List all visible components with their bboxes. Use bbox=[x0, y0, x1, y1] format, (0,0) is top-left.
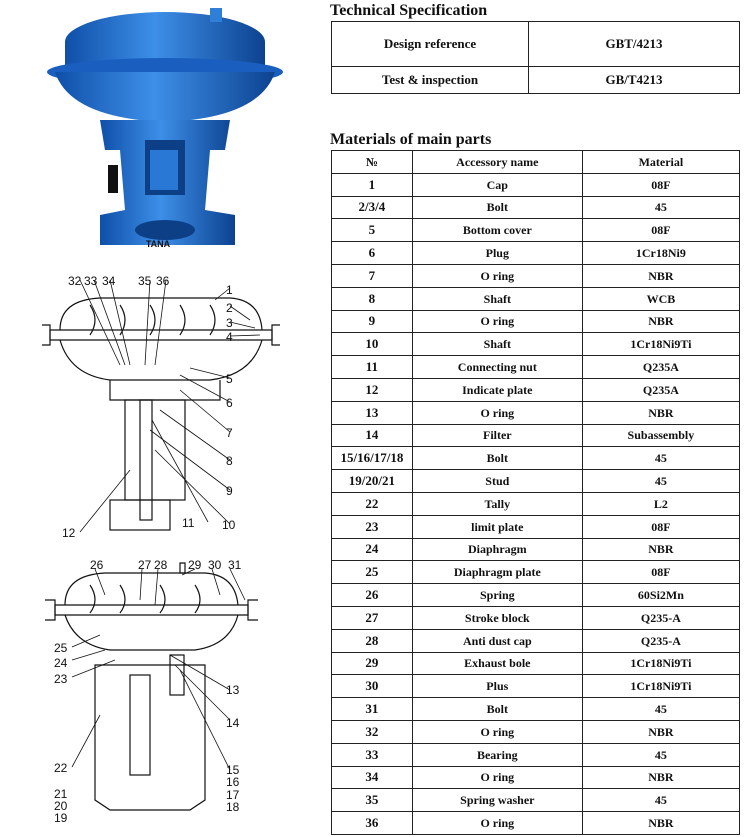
table-row bbox=[332, 356, 740, 379]
part-material: 1Cr18Ni9Ti bbox=[582, 652, 739, 675]
table-row bbox=[332, 196, 740, 219]
part-name: Cap bbox=[412, 173, 582, 196]
part-name: Stud bbox=[412, 470, 582, 493]
part-material: 08F bbox=[582, 515, 739, 538]
table-row bbox=[332, 743, 740, 766]
part-name: O ring bbox=[412, 812, 582, 835]
table-row bbox=[332, 698, 740, 721]
part-name: Shaft bbox=[412, 333, 582, 356]
part-material: Subassembly bbox=[582, 424, 739, 447]
callout-25: 25 bbox=[54, 641, 68, 655]
table-row bbox=[332, 333, 740, 356]
callout-13: 13 bbox=[226, 683, 240, 697]
part-name: Shaft bbox=[412, 287, 582, 310]
header-no: № bbox=[332, 151, 413, 174]
part-name: Connecting nut bbox=[412, 356, 582, 379]
callout-8: 8 bbox=[226, 454, 233, 468]
callout-30: 30 bbox=[208, 558, 222, 572]
part-name: Anti dust cap bbox=[412, 629, 582, 652]
part-name: Diaphragm plate bbox=[412, 561, 582, 584]
table-row bbox=[332, 424, 740, 447]
part-number: 9 bbox=[332, 310, 413, 333]
part-material: NBR bbox=[582, 720, 739, 743]
table-row bbox=[332, 310, 740, 333]
table-row bbox=[332, 219, 740, 242]
part-material: L2 bbox=[582, 492, 739, 515]
materials-header-row bbox=[332, 151, 740, 174]
callout-35: 35 bbox=[138, 274, 152, 288]
part-material: 08F bbox=[582, 219, 739, 242]
part-number: 6 bbox=[332, 242, 413, 265]
callout-14: 14 bbox=[226, 716, 240, 730]
callout-6: 6 bbox=[226, 396, 233, 410]
callout-33: 33 bbox=[84, 274, 98, 288]
spec-label: Test & inspection bbox=[332, 67, 529, 94]
callout-12: 12 bbox=[62, 526, 76, 540]
callout-32: 32 bbox=[68, 274, 82, 288]
table-row bbox=[332, 789, 740, 812]
table-row bbox=[332, 766, 740, 789]
part-material: 1Cr18Ni9Ti bbox=[582, 675, 739, 698]
materials-title: Materials of main parts bbox=[330, 131, 492, 148]
part-name: Spring washer bbox=[412, 789, 582, 812]
table-row bbox=[332, 561, 740, 584]
part-material: NBR bbox=[582, 310, 739, 333]
part-number: 7 bbox=[332, 264, 413, 287]
part-number: 11 bbox=[332, 356, 413, 379]
part-number: 30 bbox=[332, 675, 413, 698]
callout-20: 20 bbox=[54, 799, 68, 813]
part-material: NBR bbox=[582, 766, 739, 789]
callout-23: 23 bbox=[54, 672, 68, 686]
part-name: Indicate plate bbox=[412, 378, 582, 401]
callout-31: 31 bbox=[228, 558, 242, 572]
table-row bbox=[332, 447, 740, 470]
spec-value: GB/T4213 bbox=[529, 67, 740, 94]
part-name: Bottom cover bbox=[412, 219, 582, 242]
part-material: 45 bbox=[582, 743, 739, 766]
part-number: 36 bbox=[332, 812, 413, 835]
part-name: Exhaust bole bbox=[412, 652, 582, 675]
callout-10: 10 bbox=[222, 518, 236, 532]
callout-15: 15 bbox=[226, 763, 240, 777]
header-material: Material bbox=[582, 151, 739, 174]
callout-22: 22 bbox=[54, 761, 68, 775]
part-material: NBR bbox=[582, 401, 739, 424]
part-number: 1 bbox=[332, 173, 413, 196]
spec-row bbox=[332, 22, 740, 67]
part-material: 45 bbox=[582, 789, 739, 812]
part-number: 29 bbox=[332, 652, 413, 675]
materials-table bbox=[331, 150, 740, 835]
callout-7: 7 bbox=[226, 426, 233, 440]
part-number: 22 bbox=[332, 492, 413, 515]
part-name: O ring bbox=[412, 720, 582, 743]
part-number: 32 bbox=[332, 720, 413, 743]
callout-29: 29 bbox=[188, 558, 202, 572]
part-name: Bolt bbox=[412, 698, 582, 721]
header-name: Accessory name bbox=[412, 151, 582, 174]
callout-34: 34 bbox=[102, 274, 116, 288]
part-number: 26 bbox=[332, 584, 413, 607]
part-material: NBR bbox=[582, 264, 739, 287]
part-name: O ring bbox=[412, 264, 582, 287]
part-material: WCB bbox=[582, 287, 739, 310]
brand-label: TANA bbox=[145, 239, 171, 249]
part-material: Q235A bbox=[582, 356, 739, 379]
table-row bbox=[332, 584, 740, 607]
callout-17: 17 bbox=[226, 788, 240, 802]
spec-value: GBT/4213 bbox=[529, 22, 740, 67]
part-material: 45 bbox=[582, 196, 739, 219]
table-row bbox=[332, 652, 740, 675]
part-number: 25 bbox=[332, 561, 413, 584]
part-number: 15/16/17/18 bbox=[332, 447, 413, 470]
part-number: 35 bbox=[332, 789, 413, 812]
table-row bbox=[332, 606, 740, 629]
part-number: 12 bbox=[332, 378, 413, 401]
callout-28: 28 bbox=[154, 558, 168, 572]
part-number: 8 bbox=[332, 287, 413, 310]
part-name: O ring bbox=[412, 766, 582, 789]
part-material: 45 bbox=[582, 447, 739, 470]
part-name: Diaphragm bbox=[412, 538, 582, 561]
table-row bbox=[332, 287, 740, 310]
callout-4: 4 bbox=[226, 330, 233, 344]
part-material: 08F bbox=[582, 173, 739, 196]
table-row bbox=[332, 242, 740, 265]
callout-3: 3 bbox=[226, 316, 233, 330]
table-row bbox=[332, 629, 740, 652]
callout-9: 9 bbox=[226, 484, 233, 498]
part-material: NBR bbox=[582, 538, 739, 561]
part-name: Bolt bbox=[412, 447, 582, 470]
figures-column bbox=[0, 0, 325, 837]
part-name: Tally bbox=[412, 492, 582, 515]
part-material: 45 bbox=[582, 470, 739, 493]
section-diagram-lower bbox=[30, 555, 325, 837]
table-row bbox=[332, 492, 740, 515]
part-material: 1Cr18Ni9 bbox=[582, 242, 739, 265]
part-number: 19/20/21 bbox=[332, 470, 413, 493]
part-material: Q235-A bbox=[582, 606, 739, 629]
actuator-photo bbox=[40, 0, 290, 262]
table-row bbox=[332, 515, 740, 538]
callout-26: 26 bbox=[90, 558, 104, 572]
part-material: Q235-A bbox=[582, 629, 739, 652]
callout-24: 24 bbox=[54, 656, 68, 670]
callout-16: 16 bbox=[226, 775, 240, 789]
callout-36: 36 bbox=[156, 274, 170, 288]
callout-1: 1 bbox=[226, 283, 233, 297]
spec-title: Technical Specification bbox=[330, 2, 488, 19]
spec-table bbox=[331, 21, 740, 94]
part-number: 33 bbox=[332, 743, 413, 766]
table-row bbox=[332, 538, 740, 561]
part-material: 08F bbox=[582, 561, 739, 584]
part-number: 2/3/4 bbox=[332, 196, 413, 219]
section-diagram-upper bbox=[30, 270, 325, 550]
part-name: Plug bbox=[412, 242, 582, 265]
part-name: Filter bbox=[412, 424, 582, 447]
table-row bbox=[332, 470, 740, 493]
table-row bbox=[332, 401, 740, 424]
part-material: 60Si2Mn bbox=[582, 584, 739, 607]
part-number: 5 bbox=[332, 219, 413, 242]
part-number: 14 bbox=[332, 424, 413, 447]
callout-21: 21 bbox=[54, 787, 68, 801]
callout-18: 18 bbox=[226, 800, 240, 814]
part-number: 10 bbox=[332, 333, 413, 356]
table-row bbox=[332, 812, 740, 835]
part-name: Stroke block bbox=[412, 606, 582, 629]
part-material: Q235A bbox=[582, 378, 739, 401]
spec-row bbox=[332, 67, 740, 94]
part-number: 31 bbox=[332, 698, 413, 721]
part-number: 23 bbox=[332, 515, 413, 538]
table-row bbox=[332, 378, 740, 401]
part-number: 13 bbox=[332, 401, 413, 424]
table-row bbox=[332, 720, 740, 743]
table-row bbox=[332, 264, 740, 287]
part-name: Plus bbox=[412, 675, 582, 698]
table-row bbox=[332, 173, 740, 196]
part-name: limit plate bbox=[412, 515, 582, 538]
part-name: Bearing bbox=[412, 743, 582, 766]
part-material: 1Cr18Ni9Ti bbox=[582, 333, 739, 356]
spec-label: Design reference bbox=[332, 22, 529, 67]
part-number: 24 bbox=[332, 538, 413, 561]
callout-27: 27 bbox=[138, 558, 152, 572]
part-name: O ring bbox=[412, 310, 582, 333]
part-name: Bolt bbox=[412, 196, 582, 219]
part-name: O ring bbox=[412, 401, 582, 424]
part-material: NBR bbox=[582, 812, 739, 835]
part-material: 45 bbox=[582, 698, 739, 721]
callout-5: 5 bbox=[226, 372, 233, 386]
table-row bbox=[332, 675, 740, 698]
callout-19: 19 bbox=[54, 811, 68, 825]
part-number: 34 bbox=[332, 766, 413, 789]
callout-2: 2 bbox=[226, 301, 233, 315]
part-number: 27 bbox=[332, 606, 413, 629]
part-number: 28 bbox=[332, 629, 413, 652]
callout-11: 11 bbox=[182, 516, 195, 530]
part-name: Spring bbox=[412, 584, 582, 607]
